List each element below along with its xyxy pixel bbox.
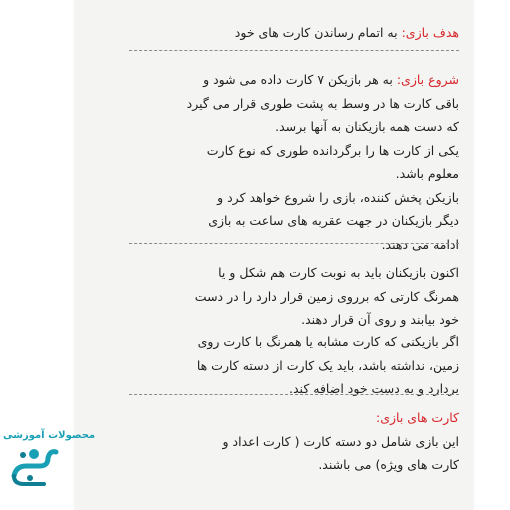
divider-1	[129, 50, 459, 51]
start-line: یکی از کارت ها را برگردانده طوری که نوع کارت	[206, 142, 459, 158]
section-start	[89, 68, 459, 256]
goal-label: هدف بازی:	[401, 25, 459, 40]
turns-line: خود بیابند و روی آن قرار دهند.	[301, 312, 459, 327]
section-cards	[89, 406, 459, 477]
section-turns-1	[89, 261, 459, 332]
logo-mark	[10, 442, 62, 492]
brand-logo	[0, 430, 96, 510]
logo-tagline: محصولات آموزشی	[3, 430, 96, 441]
start-first-line-text: به هر بازیکن ۷ کارت داده می شود و	[203, 72, 397, 87]
cards-line: کارت های ویژه) می باشند.	[318, 457, 459, 472]
start-line: بازیکن پخش کننده، بازی را شروع خواهد کرد و	[217, 189, 459, 205]
turns-line: بردارد و به دست خود اضافه کند.	[289, 381, 459, 396]
start-heading: شروع بازی:	[396, 72, 459, 87]
start-line: باقی کارت ها در وسط به پشت طوری قرار می گیرد	[186, 95, 459, 111]
turns-line: همرنگ کارتی که برروی زمین قرار دارد را در دست	[194, 288, 459, 304]
divider-2	[129, 243, 459, 244]
goal-text: به اتمام رساندن کارت های خود	[234, 25, 402, 40]
start-line: معلوم باشد.	[395, 166, 459, 181]
turns-line: زمین، نداشته باشد، باید یک کارت از دسته کارت ها	[196, 357, 459, 373]
cards-line: این بازی شامل دو دسته کارت ( کارت اعداد و	[222, 433, 459, 449]
turns-line: اگر بازیکنی که کارت مشابه یا همرنگ با کارت روی	[197, 334, 459, 349]
start-first-line	[89, 68, 459, 92]
turns-line: اکنون بازیکنان باید به نوبت کارت هم شکل و یا	[218, 265, 459, 280]
game-goal	[89, 24, 459, 42]
start-line: ادامه می دهند.	[381, 236, 459, 252]
cards-heading: کارت های بازی:	[375, 410, 459, 425]
start-line: دیگر بازیکنان در جهت عقربه های ساعت به بازی	[208, 213, 459, 228]
start-line: که دست همه بازیکنان به آنها برسد.	[275, 119, 459, 134]
divider-3	[129, 394, 459, 395]
poonak-logo-icon	[10, 442, 62, 488]
instruction-card	[75, 0, 473, 510]
section-turns-2	[89, 330, 459, 401]
